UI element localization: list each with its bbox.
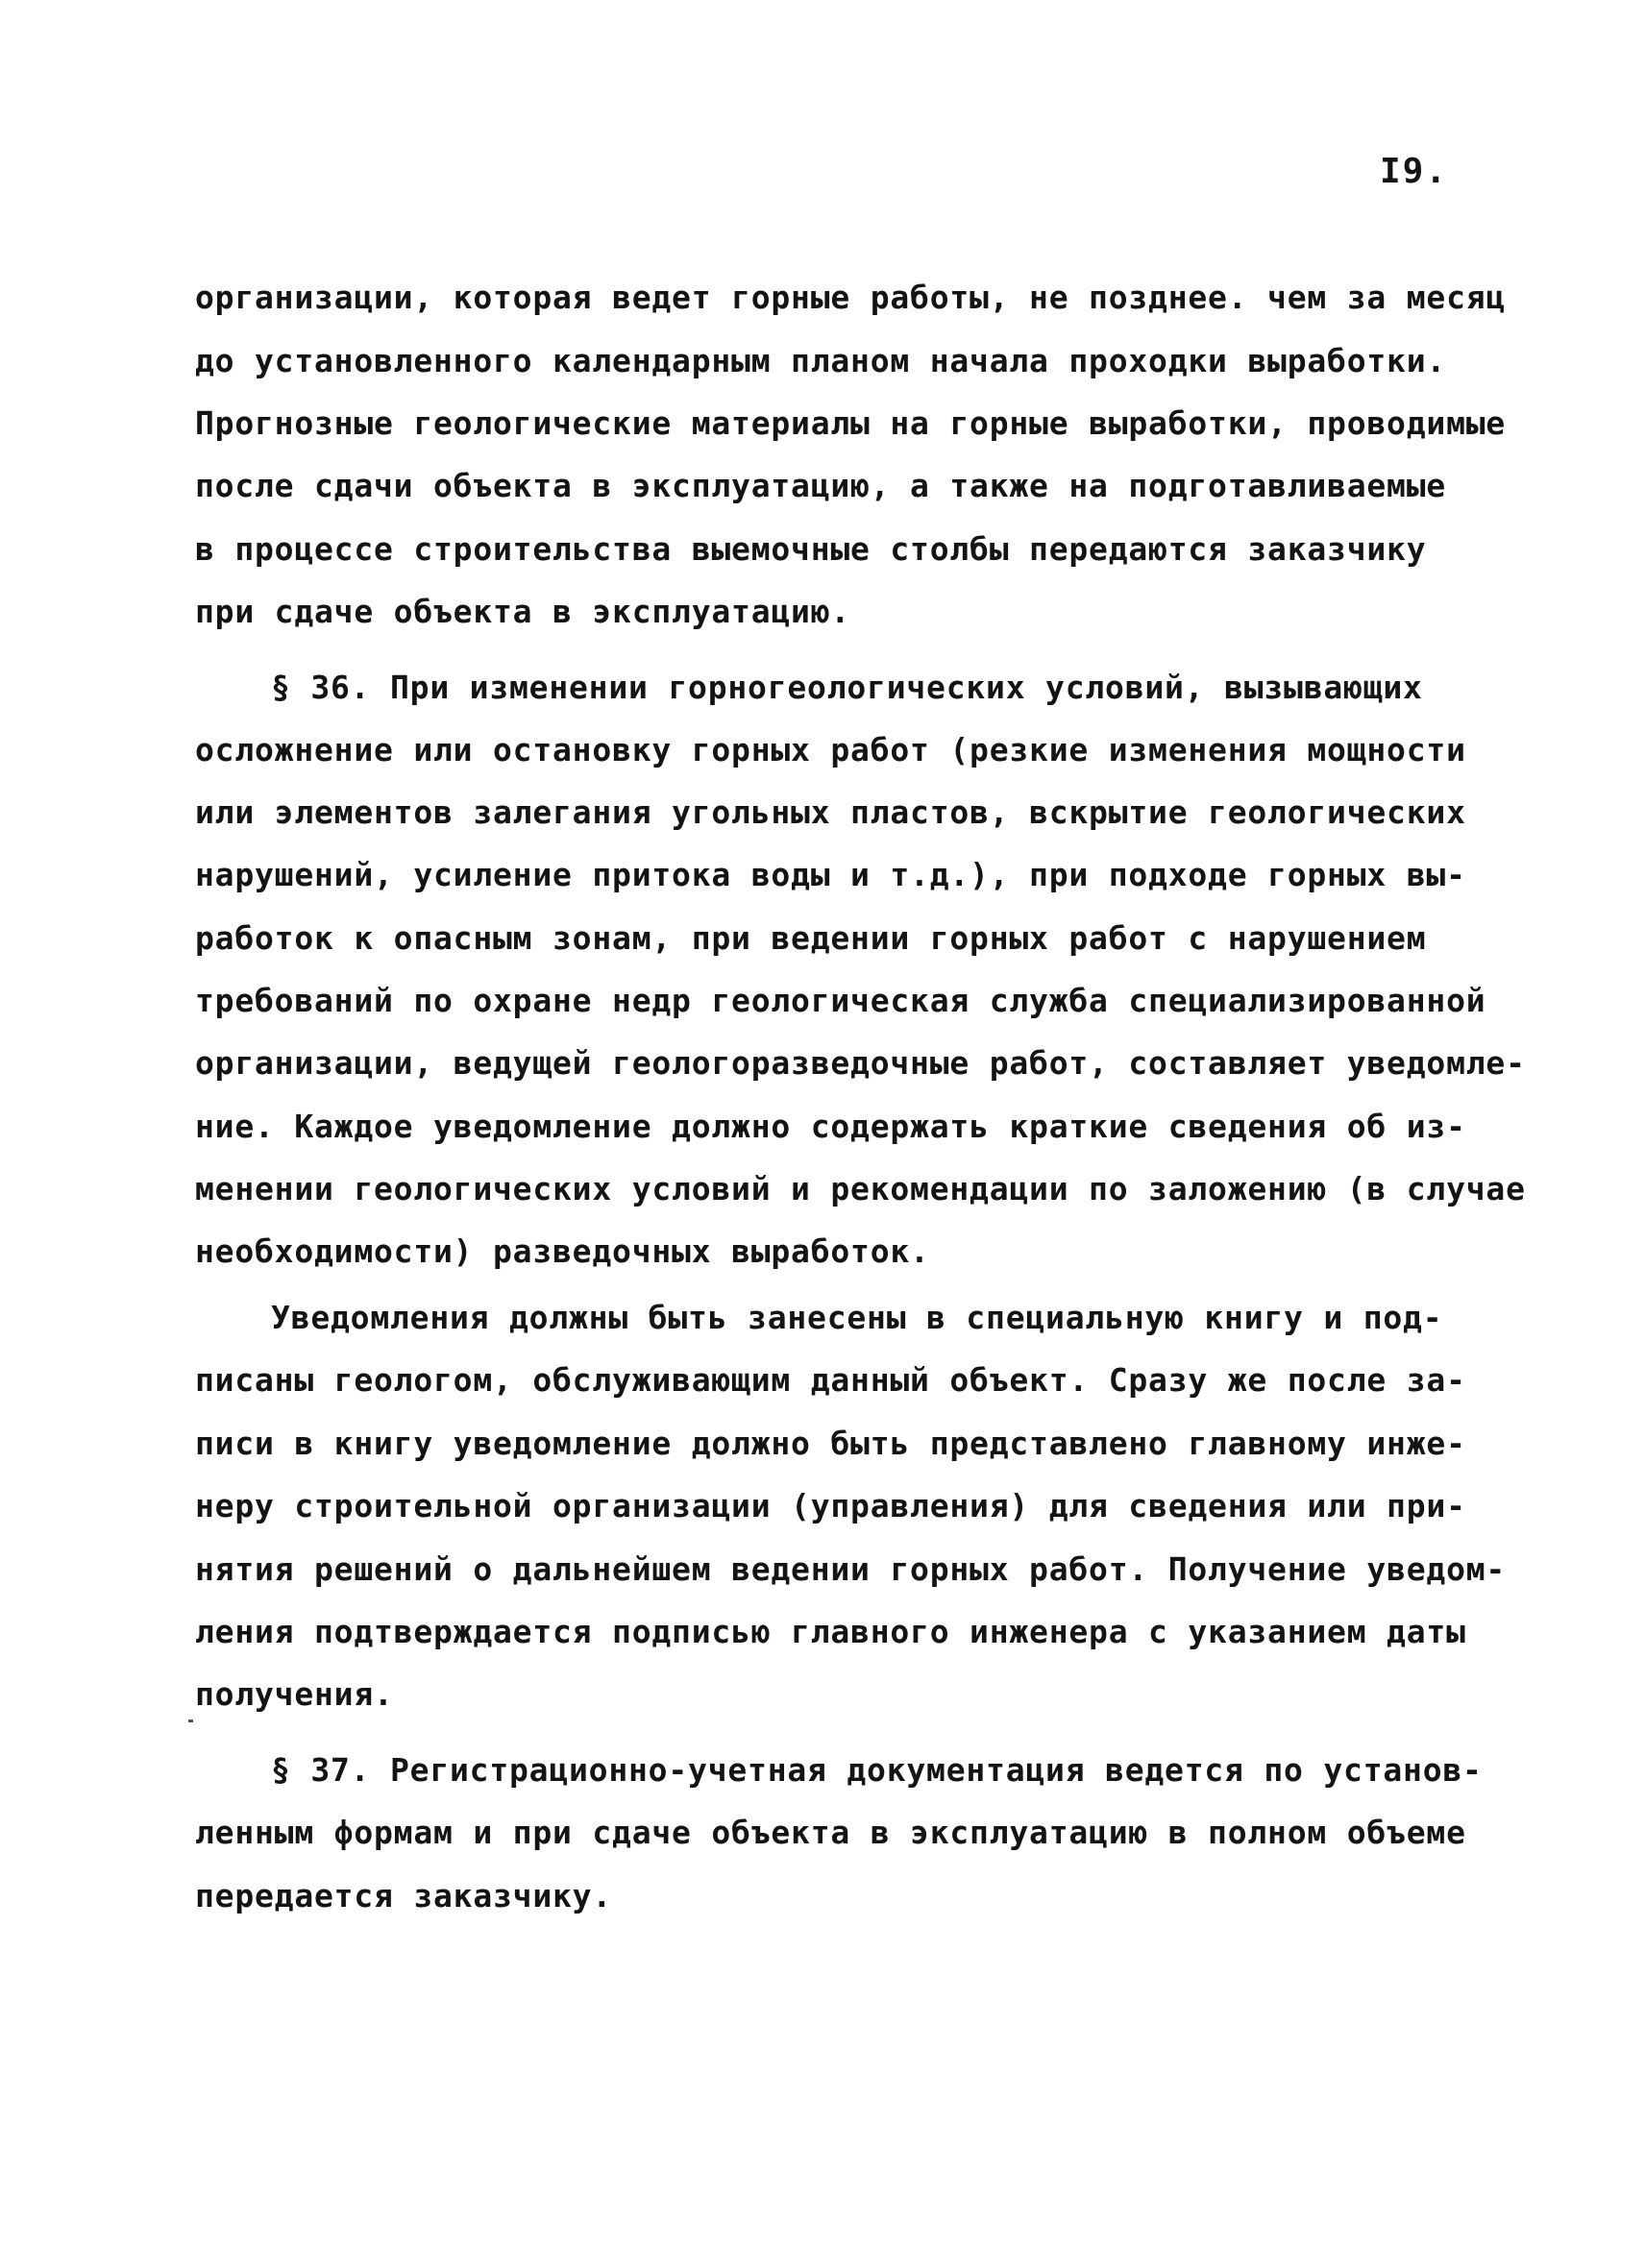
- section-37-line-1: § 37. Регистрационно-учетная документация ведется по установ-: [271, 1751, 1483, 1789]
- section-36-line-4: нарушений, усиление притока воды и т.д.), при подходе горных вы-: [195, 856, 1466, 893]
- section-37-line-3: передается заказчику.: [195, 1877, 613, 1914]
- section-36-line-7: организации, ведущей геологоразведочные работ, составляет уведомле-: [195, 1044, 1526, 1082]
- paragraph-3-line-5: нятия решений о дальнейшем ведении горных работ. Получение уведом-: [195, 1550, 1507, 1588]
- paragraph-3-line-3: писи в книгу уведомление должно быть представлено главному инже-: [195, 1425, 1466, 1462]
- paragraph-1-line-2: до установленного календарным планом начала проходки выработки.: [195, 342, 1447, 379]
- section-36-line-5: работок к опасным зонам, при ведении горных работ с нарушением: [195, 919, 1427, 957]
- section-36-line-3: или элементов залегания угольных пластов, вскрытие геологических: [195, 793, 1466, 831]
- paragraph-1-line-6: при сдаче объекта в эксплуатацию.: [195, 593, 851, 630]
- paragraph-3-line-2: писаны геологом, обслуживающим данный объект. Сразу же после за-: [195, 1361, 1466, 1399]
- paragraph-1-line-1: организации, которая ведет горные работы, не позднее. чем за месяц: [195, 279, 1507, 316]
- page-number: I9.: [1380, 152, 1449, 191]
- section-36-line-9: менении геологических условий и рекомендации по заложению (в случае: [195, 1170, 1526, 1207]
- paragraph-3-line-7: получения.: [195, 1675, 394, 1713]
- section-36-line-2: осложнение или остановку горных работ (резкие изменения мощности: [195, 731, 1466, 768]
- section-36-line-6: требований по охране недр геологическая служба специализированной: [195, 982, 1486, 1019]
- paragraph-1-line-3: Прогнозные геологические материалы на горные выработки, проводимые: [195, 404, 1507, 442]
- section-36-line-10: необходимости) разведочных выработок.: [195, 1232, 930, 1270]
- section-36-line-1: § 36. При изменении горногеологических условий, вызывающих: [271, 669, 1423, 706]
- paragraph-3-line-6: ления подтверждается подписью главного инженера с указанием даты: [195, 1613, 1466, 1650]
- paragraph-1-line-5: в процессе строительства выемочные столбы передаются заказчику: [195, 530, 1427, 568]
- paragraph-3-line-4: неру строительной организации (управления) для сведения или при-: [195, 1487, 1466, 1524]
- paragraph-3-line-1: Уведомления должны быть занесены в специальную книгу и под-: [271, 1299, 1443, 1336]
- section-36-line-8: ние. Каждое уведомление должно содержать краткие сведения об из-: [195, 1108, 1466, 1145]
- scan-speck: [188, 1719, 193, 1722]
- section-37-line-2: ленным формам и при сдаче объекта в эксплуатацию в полном объеме: [195, 1814, 1466, 1851]
- paragraph-1-line-4: после сдачи объекта в эксплуатацию, а также на подготавливаемые: [195, 467, 1447, 504]
